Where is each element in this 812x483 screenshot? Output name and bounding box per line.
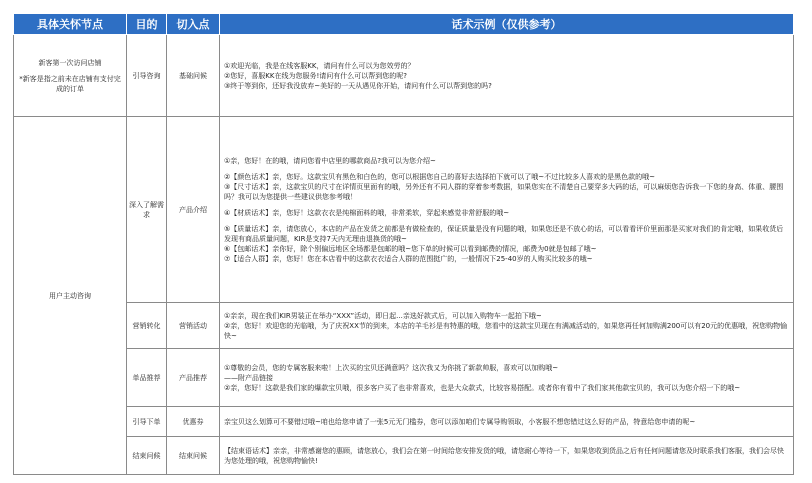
entry-cell: 基础问候 — [167, 35, 220, 117]
example-line: ⑦【适合人群】亲，您好！您在本店看中的这款衣衣适合人群的范围挺广的，一般情况下25-40岁的人购买比较多的哦~ — [224, 254, 593, 263]
header-goal: 目的 — [127, 14, 167, 35]
entry-cell: 营销活动 — [167, 303, 220, 349]
example-line: ⑤【质量话术】亲，请您放心，本店的产品在发货之前都是有做检查的，保证质量是没有问题的哦，如果您还是不放心的话，可以看看评价里面那是买家对我们的肯定哦，如果收货后发现有商品质量问题，KIR是支持7天内无理由退换货的哦~ — [224, 224, 784, 243]
script-table — [13, 13, 794, 475]
example-line: ②您好，喜服KK在线为您服务!请问有什么可以帮到您的呢? — [224, 71, 407, 80]
header-node: 具体关怀节点 — [14, 14, 127, 35]
node-cell — [14, 35, 127, 117]
entry-cell: 产品推荐 — [167, 349, 220, 407]
node-note: *新客是指之前未在店铺有支付完成的订单 — [19, 74, 121, 93]
example-line: ②【颜色话术】亲，您好。这款宝贝有黑色和白色的，您可以根据您自己的喜好去选择拍下就可以了哦~不过比较多人喜欢的是黑色款的哦~ — [224, 172, 656, 181]
header-entry: 切入点 — [167, 14, 220, 35]
node-label: 新客第一次访问店铺 — [38, 58, 102, 67]
table-row — [14, 35, 794, 117]
example-line: ②亲，您好！欢迎您的光临哦，为了庆祝XX节的到来，本店的羊毛衫是有特惠的哦，您看中的这款宝贝现在有满减活动的，如果您再任何加购满200可以有20元的优惠哦，祝您购物愉快~ — [224, 321, 788, 340]
example-line: ⑥【包邮话术】亲你好，除个别偏远地区全场都是包邮的哦~您下单的时候可以看到邮费的情况，邮费为0就是包邮了哦~ — [224, 244, 597, 253]
example-line: 【结束语话术】亲亲，非常感谢您的惠顾，请您放心，我们会在第一时间给您安排发货的哦，请您耐心等待一下，如果您收到货品之后有任何问题请您及时联系我们客服，我们会尽快为您处理的哦，祝您购物愉快! — [224, 446, 784, 465]
table-row — [14, 437, 794, 475]
goal-cell: 单品推荐 — [127, 349, 167, 407]
example-line: ②亲，您好！这款是我们家的爆款宝贝哦，很多客户买了也非常喜欢，也是大众款式，比较容易搭配。或者你有看中了我们家其他款宝贝的，我可以为您介绍一下的哦~ — [224, 383, 741, 392]
entry-cell: 结束问候 — [167, 437, 220, 475]
examples-cell — [220, 407, 794, 437]
examples-cell — [220, 349, 794, 407]
goal-cell: 深入了解需求 — [127, 117, 167, 303]
table-row — [14, 117, 794, 303]
example-line: 亲宝贝这么划算可不要错过哦~咱也给您申请了一张5元无门槛券，您可以添加咱们专属导购领取，小客服不想您错过这么好的产品，特意给您申请的呢~ — [224, 417, 696, 426]
table-row — [14, 349, 794, 407]
example-line: ——附产品链接 — [224, 373, 273, 382]
goal-cell: 营销转化 — [127, 303, 167, 349]
table-row — [14, 407, 794, 437]
header-row — [14, 14, 794, 35]
goal-cell: 结束问候 — [127, 437, 167, 475]
entry-cell: 产品介绍 — [167, 117, 220, 303]
examples-cell — [220, 303, 794, 349]
example-line: ①亲，您好！在的哦，请问您看中店里的哪款商品?我可以为您介绍~ — [224, 156, 436, 165]
goal-cell: 引导下单 — [127, 407, 167, 437]
example-line: ③终于等到你，还好我没放弃~美好的一天从遇见你开始，请问有什么可以帮到您的吗? — [224, 81, 492, 90]
header-examples: 话术示例（仅供参考） — [220, 14, 794, 35]
entry-cell: 优惠券 — [167, 407, 220, 437]
example-line: ①欢迎光临，我是在线客服KK，请问有什么可以为您效劳的？ — [224, 61, 415, 70]
goal-cell: 引导咨询 — [127, 35, 167, 117]
example-line: ③【尺寸话术】亲，这款宝贝的尺寸在详情页里面有的哦，另外还有不同人群的穿着参考数据，如果您实在不清楚自己要穿多大码的话，可以麻烦您告诉我一下您的身高、体重、腰围吗？我可以为您提供一些建议供您参考哦！ — [224, 182, 784, 201]
examples-cell — [220, 437, 794, 475]
examples-cell — [220, 117, 794, 303]
example-line: ④【材质话术】亲，您好！这款衣衣是纯棉面料的哦，非常柔软，穿起来感觉非常舒服的哦~ — [224, 208, 510, 217]
group-node-cell: 用户主动咨询 — [14, 117, 127, 475]
example-line: ①亲亲，现在我们KIR男装正在举办“XXX”活动，即日起...亲选好款式后，可以加入购物车一起拍下哦~ — [224, 311, 542, 320]
examples-cell — [220, 35, 794, 117]
table-row — [14, 303, 794, 349]
example-line: ①尊敬的会员，您的专属客服来啦！上次买的宝贝还满意吗？这次我又为你挑了新款帅服，喜欢可以加购哦~ — [224, 363, 559, 372]
